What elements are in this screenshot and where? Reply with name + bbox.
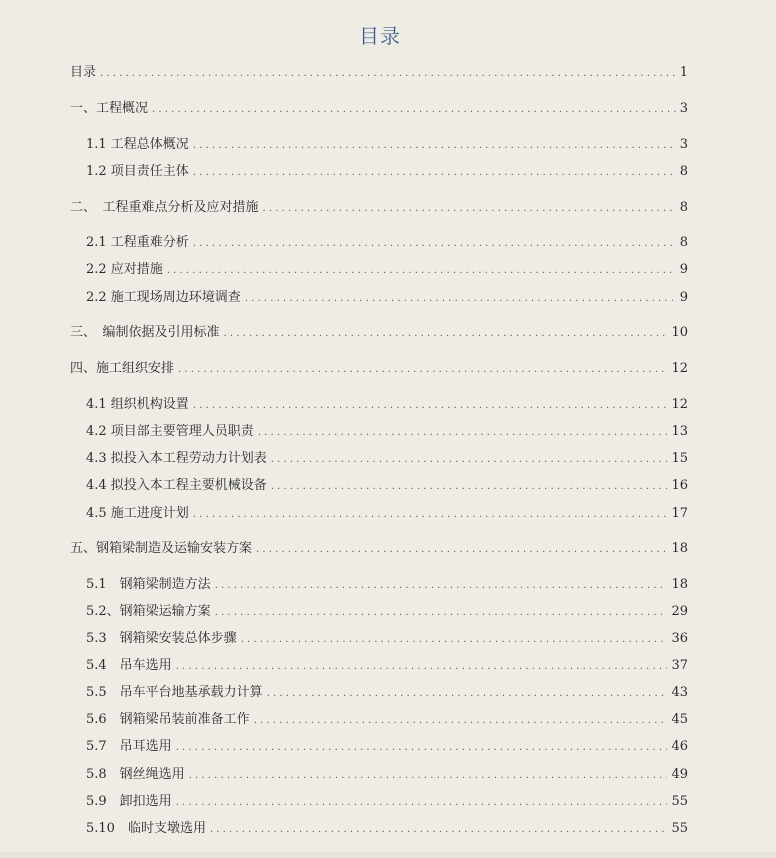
toc-entry-page: 55 <box>671 794 688 809</box>
toc-leader-dots <box>152 99 676 120</box>
toc-leader-dots <box>176 792 668 813</box>
toc-entry-label: 目录 <box>70 65 97 80</box>
toc-entry[interactable] <box>86 260 688 280</box>
toc-entry-label: 5.9 卸扣选用 <box>86 794 172 809</box>
toc-entry-page: 49 <box>671 767 688 782</box>
toc-leader-dots <box>254 710 668 731</box>
toc-leader-dots <box>193 504 668 525</box>
toc-entry-page: 8 <box>679 200 688 215</box>
toc-leader-dots <box>178 359 667 380</box>
toc-leader-dots <box>256 539 667 560</box>
toc-leader-dots <box>193 135 676 156</box>
toc-entry[interactable] <box>70 359 688 379</box>
toc-entry-label: 5.8 钢丝绳选用 <box>86 767 185 782</box>
toc-entry-label: 二、 工程重难点分析及应对措施 <box>70 200 259 215</box>
toc-entry-label: 4.1 组织机构设置 <box>86 397 189 412</box>
toc-entry-page: 18 <box>671 577 688 592</box>
toc-entry[interactable] <box>70 198 688 218</box>
toc-entry[interactable] <box>86 792 688 812</box>
toc-entry-page: 9 <box>679 290 688 305</box>
toc-leader-dots <box>271 476 668 497</box>
toc-leader-dots <box>193 233 676 254</box>
toc-entry[interactable] <box>86 288 688 308</box>
toc-entry-label: 2.2 应对措施 <box>86 262 163 277</box>
toc-entry-label: 4.4 拟投入本工程主要机械设备 <box>86 478 267 493</box>
toc-entry-page: 43 <box>671 685 688 700</box>
toc-leader-dots <box>263 198 676 219</box>
toc-entry-page: 37 <box>671 658 688 673</box>
toc-entry-label: 1.2 项目责任主体 <box>86 164 189 179</box>
toc-entry[interactable] <box>86 710 688 730</box>
toc-entry-label: 5.1 钢箱梁制造方法 <box>86 577 211 592</box>
toc-entry[interactable] <box>86 449 688 469</box>
toc-entry[interactable] <box>86 819 688 839</box>
toc-entry-page: 12 <box>671 361 688 376</box>
toc-entry-page: 3 <box>679 101 688 116</box>
toc-entry-label: 5.10 临时支墩选用 <box>86 821 206 836</box>
toc-entry-label: 一、工程概况 <box>70 101 149 116</box>
toc-leader-dots <box>176 737 668 758</box>
toc-entry-page: 13 <box>671 424 688 439</box>
toc-entry-page: 18 <box>671 541 688 556</box>
toc-entry[interactable] <box>86 233 688 253</box>
page-title: 目录 <box>359 24 401 48</box>
toc-entry-page: 45 <box>671 712 688 727</box>
toc-entry-label: 5.6 钢箱梁吊装前准备工作 <box>86 712 250 727</box>
toc-entry[interactable] <box>86 602 688 622</box>
toc-leader-dots <box>210 819 668 840</box>
toc-entry-label: 5.5 吊车平台地基承载力计算 <box>86 685 263 700</box>
toc-entry-label: 5.2、钢箱梁运输方案 <box>86 604 211 619</box>
toc-entry-page: 29 <box>671 604 688 619</box>
toc-entry-label: 4.5 施工进度计划 <box>86 506 189 521</box>
toc-entry-label: 5.7 吊耳选用 <box>86 739 172 754</box>
toc-entry-page: 3 <box>679 137 688 152</box>
toc-leader-dots <box>193 162 676 183</box>
toc-leader-dots <box>267 683 668 704</box>
toc-entry[interactable] <box>86 656 688 676</box>
toc-entry-page: 15 <box>671 451 688 466</box>
toc-entry-page: 9 <box>679 262 688 277</box>
toc-entry[interactable] <box>70 63 688 83</box>
toc-leader-dots <box>176 656 668 677</box>
toc-entry-label: 2.1 工程重难分析 <box>86 235 189 250</box>
toc-entry[interactable] <box>86 476 688 496</box>
toc-leader-dots <box>189 765 668 786</box>
toc-entry-page: 17 <box>671 506 688 521</box>
toc-leader-dots <box>258 422 668 443</box>
toc-entry[interactable] <box>86 135 688 155</box>
toc-entry-page: 8 <box>679 235 688 250</box>
page-bottom-edge <box>0 852 776 858</box>
toc-entry-page: 46 <box>671 739 688 754</box>
toc-entry[interactable] <box>86 504 688 524</box>
toc-entry-label: 4.3 拟投入本工程劳动力计划表 <box>86 451 267 466</box>
toc-entry[interactable] <box>70 99 688 119</box>
toc-entry[interactable] <box>86 737 688 757</box>
toc-entry-label: 5.4 吊车选用 <box>86 658 172 673</box>
toc-entry-label: 5.3 钢箱梁安装总体步骤 <box>86 631 237 646</box>
toc-leader-dots <box>193 395 668 416</box>
toc-entry[interactable] <box>86 422 688 442</box>
toc-entry-label: 2.2 施工现场周边环境调查 <box>86 290 241 305</box>
toc-entry[interactable] <box>86 765 688 785</box>
toc-entry[interactable] <box>86 575 688 595</box>
toc-leader-dots <box>167 260 676 281</box>
toc-entry-page: 16 <box>671 478 688 493</box>
toc-leader-dots <box>241 629 668 650</box>
toc-leader-dots <box>100 63 676 84</box>
toc-entry-page: 8 <box>679 164 688 179</box>
toc-leader-dots <box>245 288 676 309</box>
toc-entry[interactable] <box>86 162 688 182</box>
toc-entry-label: 4.2 项目部主要管理人员职责 <box>86 424 254 439</box>
toc-entry-label: 四、施工组织安排 <box>70 361 175 376</box>
toc-entry-page: 12 <box>671 397 688 412</box>
toc-leader-dots <box>215 575 668 596</box>
toc-entry[interactable] <box>86 629 688 649</box>
toc-entry-page: 1 <box>679 65 688 80</box>
toc-entry-label: 五、钢箱梁制造及运输安装方案 <box>70 541 253 556</box>
toc-entry[interactable] <box>86 683 688 703</box>
toc-entry-page: 10 <box>671 325 688 340</box>
toc-leader-dots <box>215 602 668 623</box>
toc-entry-label: 1.1 工程总体概况 <box>86 137 189 152</box>
toc-leader-dots <box>271 449 668 470</box>
toc-entry[interactable] <box>70 539 688 559</box>
toc-entry-page: 36 <box>671 631 688 646</box>
toc-entry-page: 55 <box>671 821 688 836</box>
toc-leader-dots <box>224 323 668 344</box>
toc-entry[interactable] <box>86 395 688 415</box>
toc-entry[interactable] <box>70 323 688 343</box>
toc-entry-label: 三、 编制依据及引用标准 <box>70 325 220 340</box>
